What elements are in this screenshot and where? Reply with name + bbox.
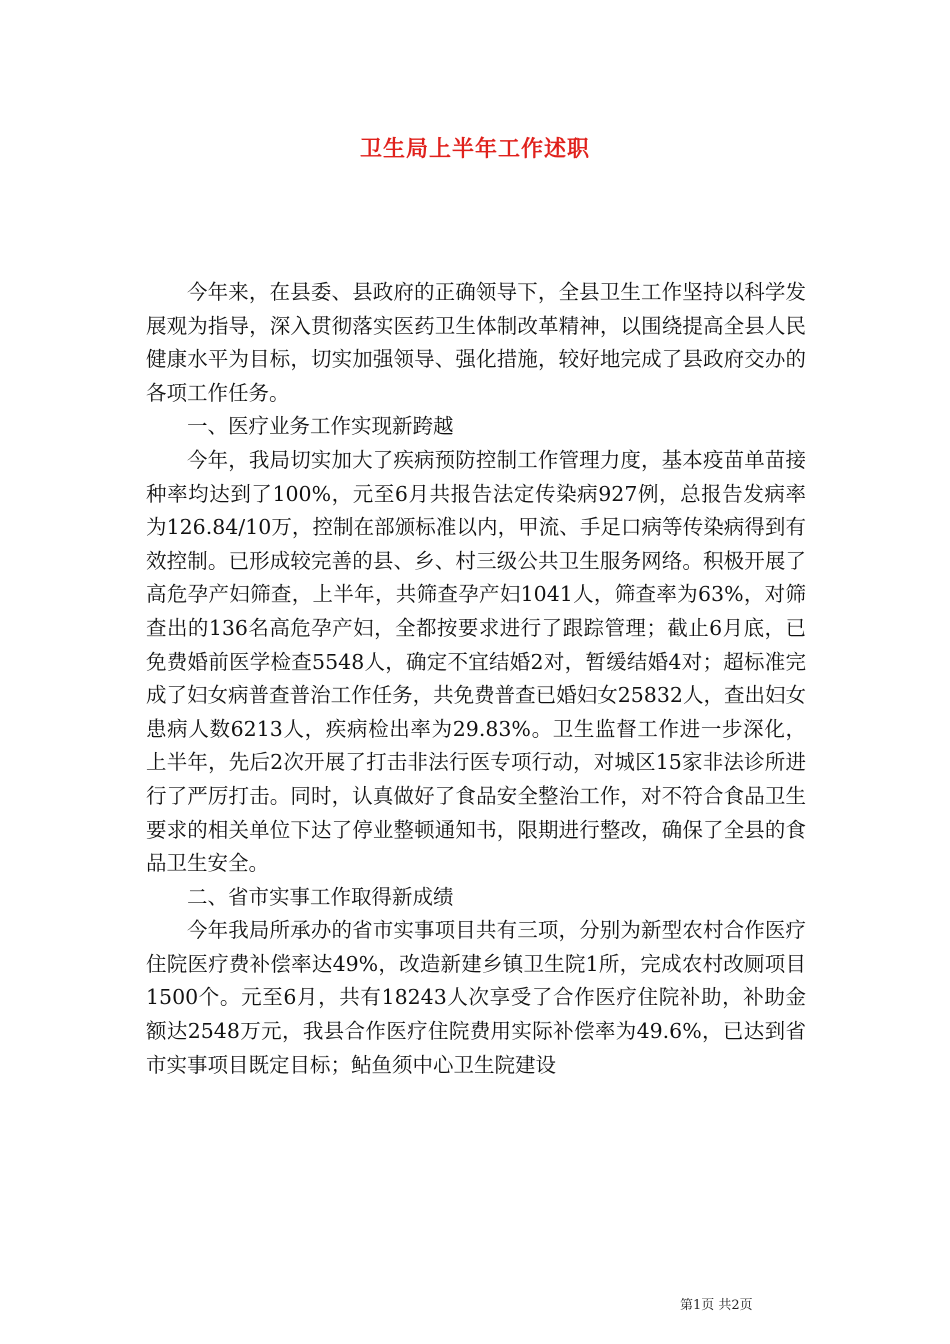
page-number-footer: 第1页 共2页 [680,1298,753,1313]
paragraph-section-2: 今年我局所承办的省市实事项目共有三项，分别为新型农村合作医疗住院医疗费补偿率达49%，改造新建乡镇卫生院1所，完成农村改厕项目1500个。元至6月，共有18243人次享受了合作医疗住院补助，补助金额达2548万元，我县合作医疗住院费用实际补偿率为49.6%，已达到省市实事项目既定目标；鲇鱼须中心卫生院建设 [146,918,806,1077]
paragraph-intro: 今年来，在县委、县政府的正确领导下，全县卫生工作坚持以科学发展观为指导，深入贯彻落实医药卫生体制改革精神，以围绕提高全县人民健康水平为目标，切实加强领导、强化措施，较好地完成了县政府交办的各项工作任务。 [146,280,806,405]
section-heading-2: 二、省市实事工作取得新成绩 [187,884,454,909]
paragraph-section-1: 今年，我局切实加大了疾病预防控制工作管理力度，基本疫苗单苗接种率均达到了100%，元至6月共报告法定传染病927例，总报告发病率为126.84/10万，控制在部颁标准以内，甲流、手足口病等传染病得到有效控制。已形成较完善的县、乡、村三级公共卫生服务网络。积极开展了高危孕产妇筛查，上半年，共筛查孕产妇1041人，筛查率为63%，对筛查出的136名高危孕产妇，全都按要求进行了跟踪管理；截止6月底，已免费婚前医学检查5548人，确定不宜结婚2对，暂缓结婚4对；超标准完成了妇女病普查普治工作任务，共免费普查已婚妇女25832人，查出妇女患病人数6213人，疾病检出率为29.83%。卫生监督工作进一步深化，上半年，先后2次开展了打击非法行医专项行动，对城区15家非法诊所进行了严厉打击。同时，认真做好了食品安全整治工作，对不符合食品卫生要求的相关单位下达了停业整顿通知书，限期进行整改，确保了全县的食品卫生安全。 [146,447,806,876]
document-body [146,276,806,1082]
document-title: 卫生局上半年工作述职 [359,136,590,162]
section-heading-1: 一、医疗业务工作实现新跨越 [187,414,454,439]
